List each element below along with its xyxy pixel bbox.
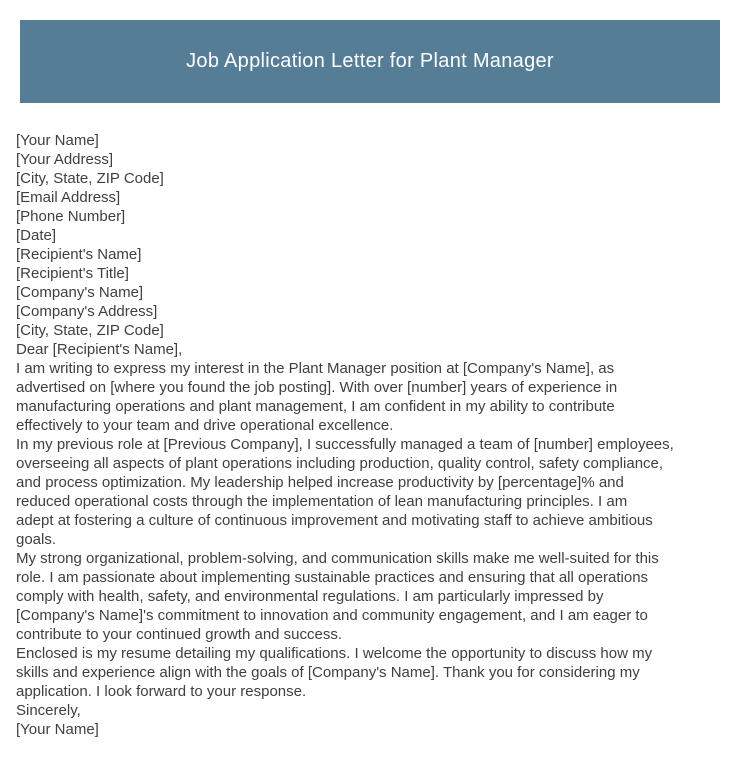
letter-line: [Date] <box>16 227 57 244</box>
letter-line: contribute to your continued growth and success. <box>16 626 343 643</box>
letter-line: comply with health, safety, and environmental regulations. I am particularly impressed by <box>16 588 604 605</box>
letter-line: [Email Address] <box>16 189 121 206</box>
letter-line: advertised on [where you found the job posting]. With over [number] years of experience in <box>16 379 618 396</box>
letter-line: [Company's Name] <box>16 284 144 301</box>
letter-line: In my previous role at [Previous Company], I successfully managed a team of [number] employees, <box>16 436 674 453</box>
page-title: Job Application Letter for Plant Manager <box>186 50 554 72</box>
title-banner <box>20 20 720 103</box>
letter-line: application. I look forward to your response. <box>16 683 307 700</box>
letter-line: [City, State, ZIP Code] <box>16 170 164 187</box>
letter-line: Enclosed is my resume detailing my qualifications. I welcome the opportunity to discuss how my <box>16 645 653 662</box>
letter-line: [Company's Address] <box>16 303 158 320</box>
letter-line: [City, State, ZIP Code] <box>16 322 164 339</box>
letter-line: [Recipient's Title] <box>16 265 129 282</box>
letter-line: role. I am passionate about implementing sustainable practices and ensuring that all operations <box>16 569 649 586</box>
letter-body <box>16 131 732 739</box>
letter-line: [Your Address] <box>16 151 114 168</box>
letter-line: I am writing to express my interest in the Plant Manager position at [Company's Name], as <box>16 360 615 377</box>
letter-line: manufacturing operations and plant management, I am confident in my ability to contribute <box>16 398 615 415</box>
letter-line: and process optimization. My leadership helped increase productivity by [percentage]% and <box>16 474 624 491</box>
letter-line: [Your Name] <box>16 132 99 149</box>
letter-line: overseeing all aspects of plant operations including production, quality control, safety compliance, <box>16 455 664 472</box>
letter-line: Dear [Recipient's Name], <box>16 341 183 358</box>
letter-line: adept at fostering a culture of continuous improvement and motivating staff to achieve ambitious <box>16 512 653 529</box>
letter-line: goals. <box>16 531 57 548</box>
letter-line: [Phone Number] <box>16 208 126 225</box>
letter-line: My strong organizational, problem-solving, and communication skills make me well-suited for this <box>16 550 659 567</box>
letter-line: effectively to your team and drive operational excellence. <box>16 417 394 434</box>
letter-line: skills and experience align with the goals of [Company's Name]. Thank you for considering my <box>16 664 640 681</box>
letter-line: [Recipient's Name] <box>16 246 142 263</box>
letter-line: [Company's Name]'s commitment to innovation and community engagement, and I am eager to <box>16 607 648 624</box>
letter-line: Sincerely, <box>16 702 81 719</box>
letter-line: [Your Name] <box>16 721 99 738</box>
letter-line: reduced operational costs through the implementation of lean manufacturing principles. I am <box>16 493 628 510</box>
